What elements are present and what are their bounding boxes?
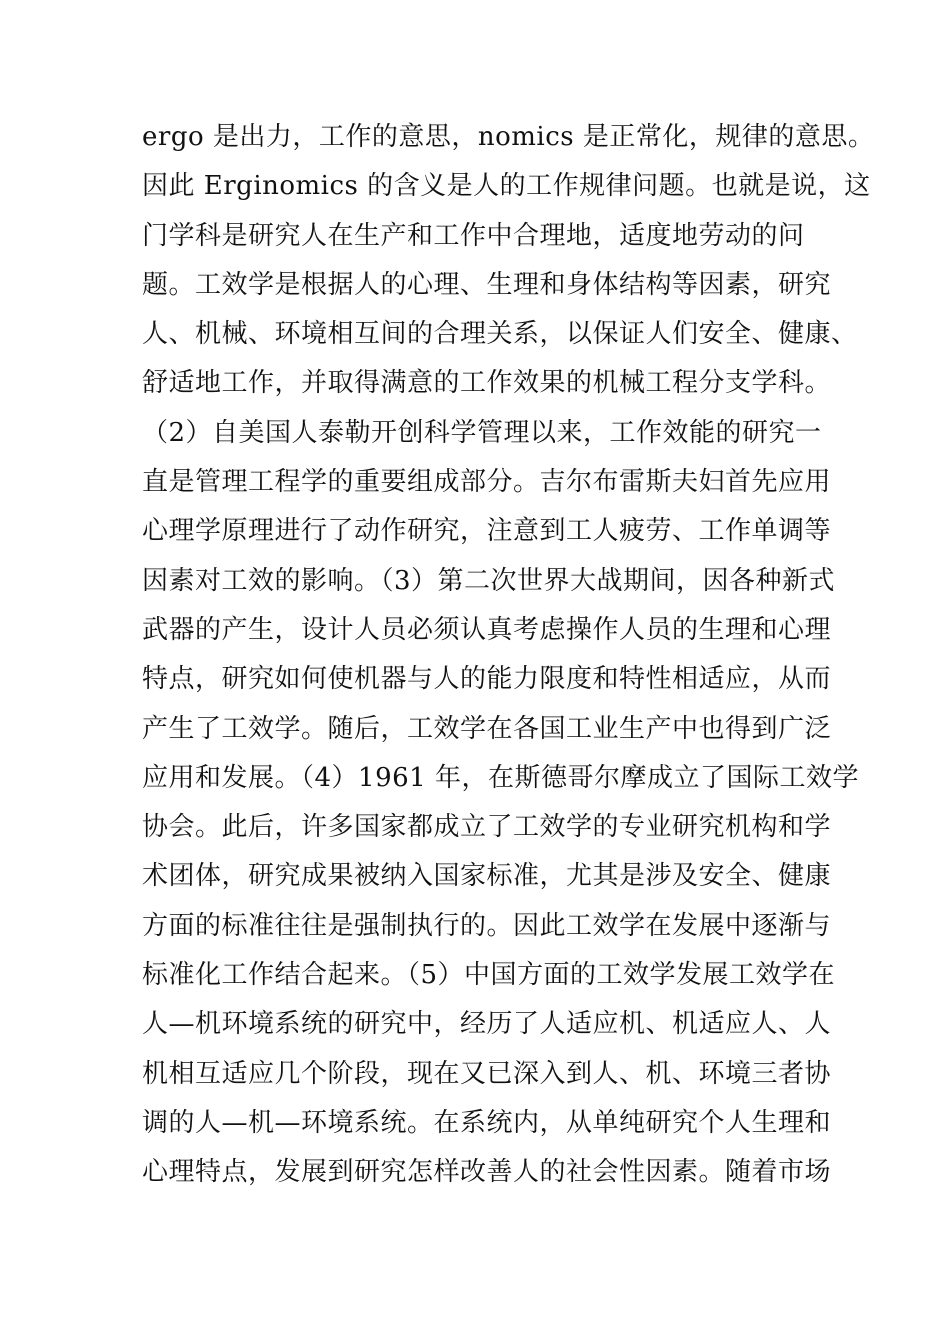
text-line: 武器的产生，设计人员必须认真考虑操作人员的生理和心理 <box>142 614 832 645</box>
text-line: 协会。此后，许多国家都成立了工效学的专业研究机构和学 <box>142 812 832 843</box>
text-line: 调的人—机—环境系统。在系统内，从单纯研究个人生理和 <box>142 1107 832 1138</box>
text-line: 人—机环境系统的研究中，经历了人适应机、机适应人、人 <box>142 1009 832 1040</box>
text-line: 直是管理工程学的重要组成部分。吉尔布雷斯夫妇首先应用 <box>142 467 832 498</box>
text-line: ergo 是出力，工作的意思，nomics 是正常化，规律的意思。 <box>142 122 875 152</box>
text-line: 特点，研究如何使机器与人的能力限度和特性相适应，从而 <box>142 664 832 695</box>
text-line: 方面的标准往往是强制执行的。因此工效学在发展中逐渐与 <box>142 910 832 941</box>
text-line: 心理特点，发展到研究怎样改善人的社会性因素。随着市场 <box>142 1157 832 1188</box>
text-line: 心理学原理进行了动作研究，注意到工人疲劳、工作单调等 <box>142 516 832 547</box>
text-line: 机相互适应几个阶段，现在又已深入到人、机、环境三者协 <box>142 1058 832 1089</box>
body-text <box>142 113 875 1198</box>
text-line: 门学科是研究人在生产和工作中合理地，适度地劳动的问 <box>142 220 805 251</box>
text-line: 术团体，研究成果被纳入国家标准，尤其是涉及安全、健康 <box>142 861 832 892</box>
text-line: 因此 Erginomics 的含义是人的工作规律问题。也就是说，这 <box>142 171 871 202</box>
text-line: （2）自美国人泰勒开创科学管理以来，工作效能的研究一 <box>142 417 822 448</box>
text-line: 应用和发展。（4）1961 年，在斯德哥尔摩成立了国际工效学 <box>142 762 859 793</box>
text-line: 因素对工效的影响。（3）第二次世界大战期间，因各种新式 <box>142 565 836 596</box>
text-line: 题。工效学是根据人的心理、生理和身体结构等因素，研究 <box>142 269 832 300</box>
text-line: 产生了工效学。随后，工效学在各国工业生产中也得到广泛 <box>142 713 832 744</box>
text-line: 标准化工作结合起来。（5）中国方面的工效学发展工效学在 <box>142 960 836 991</box>
text-line: 舒适地工作，并取得满意的工作效果的机械工程分支学科。 <box>142 368 832 399</box>
text-line: 人、机械、环境相互间的合理关系，以保证人们安全、健康、 <box>142 319 858 350</box>
